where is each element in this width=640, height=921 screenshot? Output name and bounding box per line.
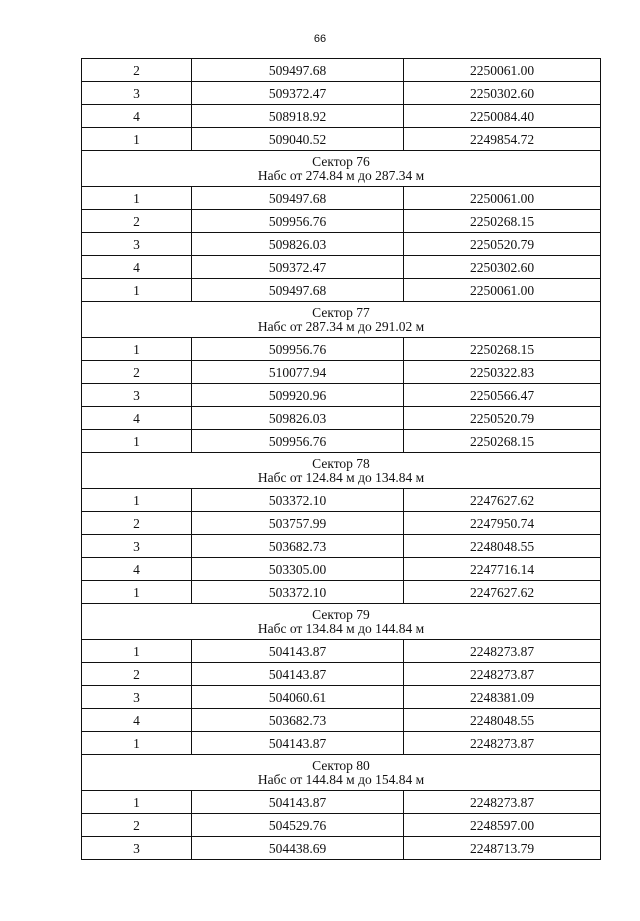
table-row: [82, 128, 601, 151]
y-coordinate-cell: 2250566.47: [404, 384, 601, 407]
point-number-cell: 3: [82, 233, 192, 256]
y-coordinate-cell: 2248273.87: [404, 791, 601, 814]
table-row: [82, 581, 601, 604]
y-coordinate-cell: 2250268.15: [404, 338, 601, 361]
table-row: [82, 430, 601, 453]
x-coordinate-cell: 504143.87: [192, 663, 404, 686]
point-number-cell: 4: [82, 558, 192, 581]
y-coordinate-cell: 2247716.14: [404, 558, 601, 581]
x-coordinate-cell: 503682.73: [192, 709, 404, 732]
table-row: [82, 256, 601, 279]
x-coordinate-cell: 503372.10: [192, 489, 404, 512]
point-number-cell: 2: [82, 814, 192, 837]
sector-title: Сектор 80: [312, 758, 370, 773]
point-number-cell: 1: [82, 128, 192, 151]
point-number-cell: 1: [82, 581, 192, 604]
x-coordinate-cell: 504060.61: [192, 686, 404, 709]
sector-height-range: Набс от 274.84 м до 287.34 м: [257, 168, 425, 183]
sector-height-range: Набс от 134.84 м до 144.84 м: [257, 621, 425, 636]
point-number-cell: 1: [82, 640, 192, 663]
sector-header: [82, 302, 601, 338]
x-coordinate-cell: 509040.52: [192, 128, 404, 151]
page-number: 66: [313, 33, 327, 45]
x-coordinate-cell: 508918.92: [192, 105, 404, 128]
point-number-cell: 1: [82, 279, 192, 302]
sector-header-row: [82, 151, 601, 187]
x-coordinate-cell: 503372.10: [192, 581, 404, 604]
sector-header: [82, 604, 601, 640]
y-coordinate-cell: 2248381.09: [404, 686, 601, 709]
table-row: [82, 837, 601, 860]
y-coordinate-cell: 2248713.79: [404, 837, 601, 860]
table-row: [82, 489, 601, 512]
point-number-cell: 2: [82, 59, 192, 82]
x-coordinate-cell: 509497.68: [192, 59, 404, 82]
x-coordinate-cell: 509497.68: [192, 279, 404, 302]
sector-height-range: Набс от 287.34 м до 291.02 м: [257, 319, 425, 334]
sector-header-row: [82, 302, 601, 338]
x-coordinate-cell: 509497.68: [192, 187, 404, 210]
point-number-cell: 1: [82, 791, 192, 814]
y-coordinate-cell: 2247950.74: [404, 512, 601, 535]
y-coordinate-cell: 2248273.87: [404, 732, 601, 755]
point-number-cell: 4: [82, 407, 192, 430]
y-coordinate-cell: 2248273.87: [404, 663, 601, 686]
sector-header-row: [82, 453, 601, 489]
sector-height-range: Набс от 124.84 м до 134.84 м: [257, 470, 425, 485]
x-coordinate-cell: 509826.03: [192, 407, 404, 430]
table-row: [82, 233, 601, 256]
x-coordinate-cell: 509372.47: [192, 256, 404, 279]
point-number-cell: 4: [82, 105, 192, 128]
point-number-cell: 1: [82, 187, 192, 210]
x-coordinate-cell: 503682.73: [192, 535, 404, 558]
y-coordinate-cell: 2248048.55: [404, 709, 601, 732]
sector-title: Сектор 77: [312, 305, 370, 320]
x-coordinate-cell: 503305.00: [192, 558, 404, 581]
table-row: [82, 338, 601, 361]
sector-title: Сектор 79: [312, 607, 370, 622]
table-row: [82, 558, 601, 581]
table-row: [82, 512, 601, 535]
point-number-cell: 1: [82, 732, 192, 755]
sector-title: Сектор 78: [312, 456, 370, 471]
y-coordinate-cell: 2250061.00: [404, 59, 601, 82]
sector-header: [82, 151, 601, 187]
y-coordinate-cell: 2250322.83: [404, 361, 601, 384]
table-row: [82, 105, 601, 128]
y-coordinate-cell: 2248048.55: [404, 535, 601, 558]
table-row: [82, 814, 601, 837]
x-coordinate-cell: 509956.76: [192, 210, 404, 233]
x-coordinate-cell: 509956.76: [192, 430, 404, 453]
point-number-cell: 4: [82, 256, 192, 279]
sector-header-row: [82, 604, 601, 640]
sector-title: Сектор 76: [312, 154, 370, 169]
y-coordinate-cell: 2247627.62: [404, 489, 601, 512]
table-row: [82, 59, 601, 82]
table-row: [82, 709, 601, 732]
table-row: [82, 361, 601, 384]
point-number-cell: 3: [82, 82, 192, 105]
point-number-cell: 3: [82, 384, 192, 407]
point-number-cell: 2: [82, 663, 192, 686]
table-row: [82, 210, 601, 233]
x-coordinate-cell: 510077.94: [192, 361, 404, 384]
x-coordinate-cell: 509920.96: [192, 384, 404, 407]
table-row: [82, 686, 601, 709]
x-coordinate-cell: 504143.87: [192, 732, 404, 755]
x-coordinate-cell: 509372.47: [192, 82, 404, 105]
x-coordinate-cell: 503757.99: [192, 512, 404, 535]
coordinates-table: [81, 58, 601, 860]
x-coordinate-cell: 509956.76: [192, 338, 404, 361]
y-coordinate-cell: 2248597.00: [404, 814, 601, 837]
table-row: [82, 732, 601, 755]
y-coordinate-cell: 2250520.79: [404, 233, 601, 256]
point-number-cell: 1: [82, 338, 192, 361]
x-coordinate-cell: 509826.03: [192, 233, 404, 256]
y-coordinate-cell: 2250520.79: [404, 407, 601, 430]
table-row: [82, 663, 601, 686]
y-coordinate-cell: 2250084.40: [404, 105, 601, 128]
y-coordinate-cell: 2248273.87: [404, 640, 601, 663]
point-number-cell: 1: [82, 430, 192, 453]
y-coordinate-cell: 2250061.00: [404, 279, 601, 302]
point-number-cell: 4: [82, 709, 192, 732]
sector-header: [82, 755, 601, 791]
y-coordinate-cell: 2249854.72: [404, 128, 601, 151]
point-number-cell: 3: [82, 535, 192, 558]
table-row: [82, 187, 601, 210]
y-coordinate-cell: 2250061.00: [404, 187, 601, 210]
point-number-cell: 2: [82, 512, 192, 535]
point-number-cell: 2: [82, 210, 192, 233]
y-coordinate-cell: 2250268.15: [404, 430, 601, 453]
y-coordinate-cell: 2250268.15: [404, 210, 601, 233]
table-row: [82, 279, 601, 302]
table-row: [82, 640, 601, 663]
point-number-cell: 3: [82, 686, 192, 709]
x-coordinate-cell: 504529.76: [192, 814, 404, 837]
table-row: [82, 384, 601, 407]
sector-height-range: Набс от 144.84 м до 154.84 м: [257, 772, 425, 787]
table-row: [82, 82, 601, 105]
y-coordinate-cell: 2250302.60: [404, 82, 601, 105]
y-coordinate-cell: 2250302.60: [404, 256, 601, 279]
x-coordinate-cell: 504143.87: [192, 791, 404, 814]
point-number-cell: 1: [82, 489, 192, 512]
sector-header-row: [82, 755, 601, 791]
table-row: [82, 791, 601, 814]
sector-header: [82, 453, 601, 489]
x-coordinate-cell: 504143.87: [192, 640, 404, 663]
y-coordinate-cell: 2247627.62: [404, 581, 601, 604]
table-row: [82, 535, 601, 558]
point-number-cell: 3: [82, 837, 192, 860]
x-coordinate-cell: 504438.69: [192, 837, 404, 860]
point-number-cell: 2: [82, 361, 192, 384]
coordinates-table-body: [82, 59, 601, 860]
table-row: [82, 407, 601, 430]
